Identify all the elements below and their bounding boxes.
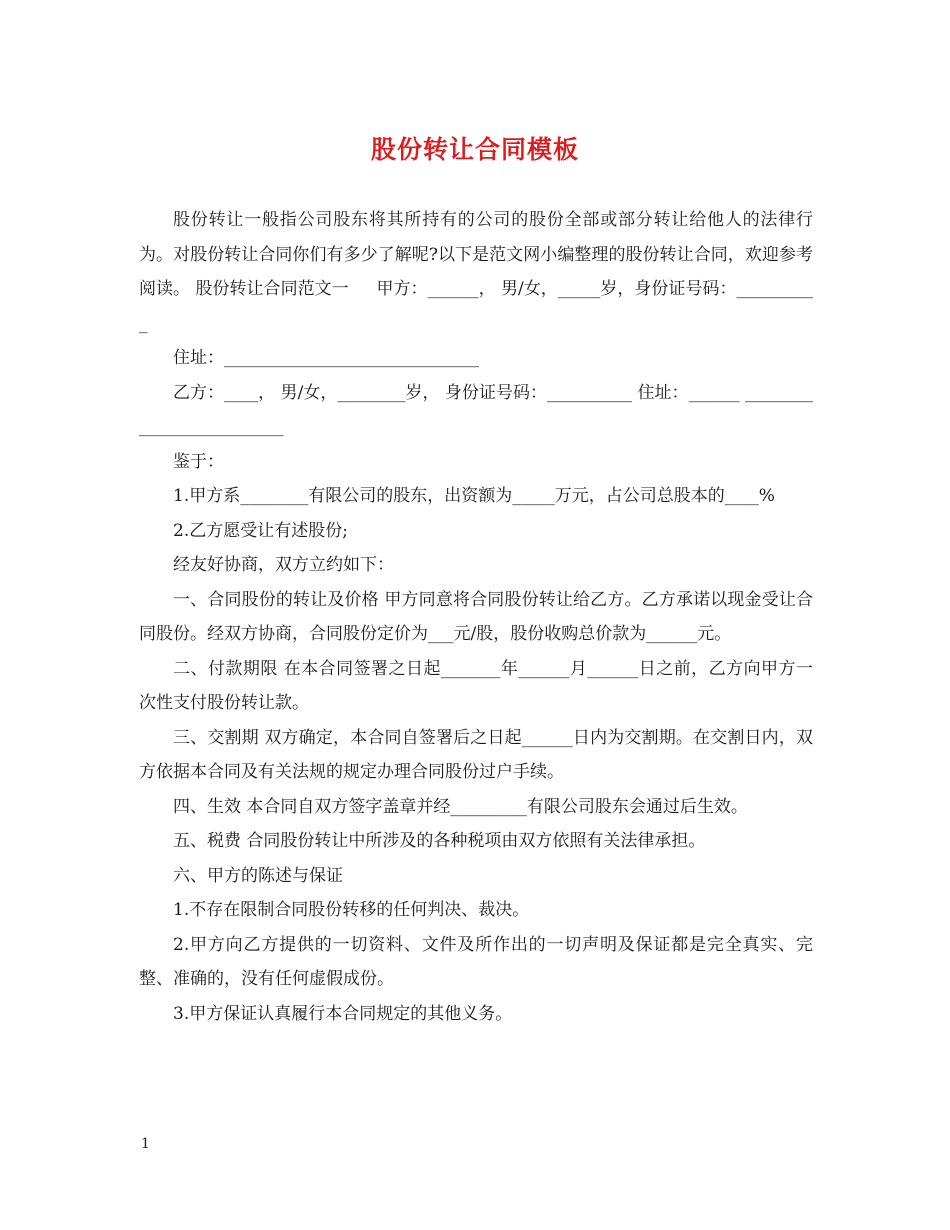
- clause-1-transfer-price: 一、合同股份的转让及价格 甲方同意将合同股份转让给乙方。乙方承诺以现金受让合同股份。经双方协商，合同股份定价为___元/股，股份收购总价款为______元。: [139, 589, 813, 644]
- whereas-item-2: 2.乙方愿受让有述股份;: [173, 520, 348, 541]
- document-body: [139, 203, 813, 1031]
- agreement-intro: 经友好协商，双方立约如下：: [173, 555, 394, 575]
- clause-6-item-3: 3.甲方保证认真履行本合同规定的其他义务。: [173, 1003, 513, 1024]
- clause-6-heading: 六、甲方的陈述与保证: [173, 865, 343, 886]
- whereas-item-1: 1.甲方系________有限公司的股东，出资额为_____万元，占公司总股本的____%: [173, 486, 775, 506]
- clause-2-payment-term: 二、付款期限 在本合同签署之日起_______年______月______日之前，乙方向甲方一次性支付股份转让款。: [139, 658, 813, 713]
- document-title: 股份转让合同模板: [370, 135, 579, 164]
- party-b-info: 乙方：____， 男/女，________岁， 身份证号码：__________ 住址：______ _________________________: [139, 382, 813, 437]
- intro-paragraph: 股份转让一般指公司股东将其所持有的公司的股份全部或部分转让给他人的法律行为。对股份转让合同你们有多少了解呢?以下是范文网小编整理的股份转让合同，欢迎参考阅读。 股份转让合同范文一 甲方：______， 男/女，_____岁，身份证号码：__________: [139, 210, 813, 334]
- party-a-address: 住址：______________________________: [173, 348, 479, 368]
- clause-4-effectiveness: 四、生效 本合同自双方签字盖章并经_________有限公司股东会通过后生效。: [173, 796, 748, 817]
- page-number: 1: [141, 1136, 150, 1152]
- clause-6-item-1: 1.不存在限制合同股份转移的任何判决、裁决。: [173, 900, 530, 920]
- whereas-heading: 鉴于：: [173, 451, 224, 472]
- clause-5-taxes: 五、税费 合同股份转让中所涉及的各种税项由双方依照有关法律承担。: [173, 831, 706, 851]
- clause-3-delivery-period: 三、交割期 双方确定，本合同自签署后之日起______日内为交割期。在交割日内，双方依据本合同及有关法规的规定办理合同股份过户手续。: [139, 727, 813, 782]
- clause-6-item-2: 2.甲方向乙方提供的一切资料、文件及所作出的一切声明及保证都是完全真实、完整、准确的，没有任何虚假成份。: [139, 934, 813, 989]
